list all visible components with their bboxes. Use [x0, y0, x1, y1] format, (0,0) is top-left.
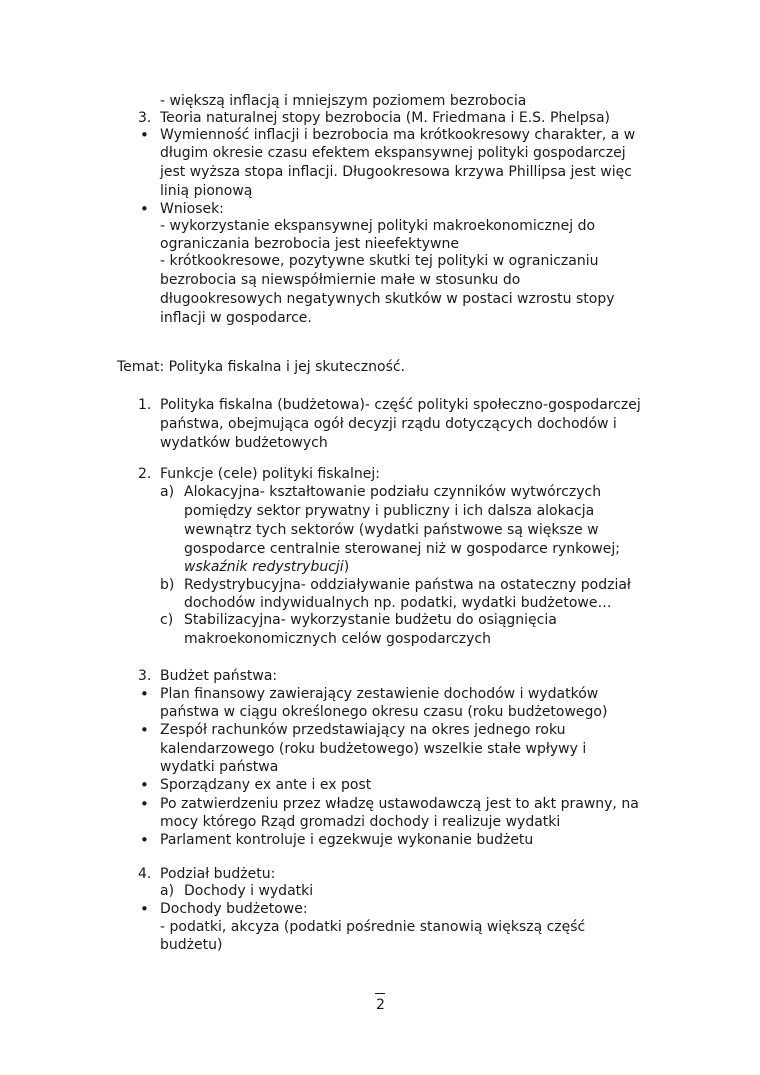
list-number: 4. — [138, 866, 152, 882]
paragraph-line: Redystrybucyjna- oddziaływanie państwa na ostateczny podział — [184, 577, 631, 593]
list-item-title: Podział budżetu: — [160, 866, 276, 882]
paragraph-line: inflacji w gospodarce. — [160, 310, 312, 326]
paragraph-line: Wniosek: — [160, 201, 224, 217]
page-number: 2 — [376, 997, 385, 1013]
bullet-icon: • — [140, 685, 149, 703]
paragraph-line: długookresowych negatywnych skutków w postaci wzrostu stopy — [160, 291, 615, 307]
continuation-line: - większą inflacją i mniejszym poziomem bezrobocia — [160, 93, 527, 109]
bullet-icon: • — [140, 776, 149, 794]
closing-paren: ) — [343, 559, 350, 575]
paragraph-line: państwa w ciągu określonego okresu czasu (roku budżetowego) — [160, 704, 608, 720]
topic-heading: Temat: Polityka fiskalna i jej skuteczność. — [117, 359, 406, 375]
list-item-text: Teoria naturalnej stopy bezrobocia (M. Friedmana i E.S. Phelpsa) — [160, 110, 610, 126]
paragraph-line: Parlament kontroluje i egzekwuje wykonanie budżetu — [160, 832, 534, 848]
list-number: 3. — [138, 110, 152, 126]
bullet-icon: • — [140, 721, 149, 739]
paragraph-line: ograniczania bezrobocia jest nieefektywne — [160, 236, 459, 252]
paragraph-line: dochodów indywidualnych np. podatki, wydatki budżetowe… — [184, 595, 612, 611]
paragraph-line: Stabilizacyjna- wykorzystanie budżetu do osiągnięcia — [184, 612, 557, 628]
paragraph-line: kalendarzowego (roku budżetowego) wszelkie stałe wpływy i — [160, 741, 587, 757]
paragraph-line: Dochody budżetowe: — [160, 901, 308, 917]
paragraph-line: Plan finansowy zawierający zestawienie dochodów i wydatków — [160, 686, 599, 702]
paragraph-line: Dochody i wydatki — [184, 883, 314, 899]
paragraph-line: wewnątrz tych sektorów (wydatki państwowe są większe w — [184, 522, 599, 538]
bullet-icon: • — [140, 200, 149, 218]
bullet-icon: • — [140, 126, 149, 144]
bullet-icon: • — [140, 795, 149, 813]
paragraph-line: Po zatwierdzeniu przez władzę ustawodawczą jest to akt prawny, na — [160, 796, 639, 812]
bullet-icon: • — [140, 831, 149, 849]
paragraph-line: państwa, obejmująca ogół decyzji rządu dotyczących dochodów i — [160, 416, 617, 432]
paragraph-line: budżetu) — [160, 937, 223, 953]
paragraph-line: Sporządzany ex ante i ex post — [160, 777, 372, 793]
list-number: 3. — [138, 668, 152, 684]
list-item-title: Funkcje (cele) polityki fiskalnej: — [160, 466, 380, 482]
page-number-rule — [375, 993, 385, 994]
list-number: 2. — [138, 466, 152, 482]
paragraph-line: mocy którego Rząd gromadzi dochody i realizuje wydatki — [160, 814, 561, 830]
paragraph-line: Zespół rachunków przedstawiający na okres jednego roku — [160, 722, 566, 738]
paragraph-line: linią pionową — [160, 183, 253, 199]
list-item-title: Budżet państwa: — [160, 668, 278, 684]
paragraph-line: makroekonomicznych celów gospodarczych — [184, 631, 491, 647]
paragraph-line: Polityka fiskalna (budżetowa)- część polityki społeczno-gospodarczej — [160, 397, 641, 413]
paragraph-line: długim okresie czasu efektem ekspansywnej polityki gospodarczej — [160, 145, 626, 161]
paragraph-line: jest wyższa stopa inflacji. Długookresowa krzywa Phillipsa jest więc — [160, 164, 632, 180]
sub-list-label: c) — [160, 612, 174, 628]
paragraph-line: wydatków budżetowych — [160, 435, 328, 451]
paragraph-line: wydatki państwa — [160, 759, 279, 775]
paragraph-line: Alokacyjna- kształtowanie podziału czynników wytwórczych — [184, 484, 602, 500]
bullet-icon: • — [140, 900, 149, 918]
paragraph-line: - podatki, akcyza (podatki pośrednie stanowią większą część — [160, 919, 586, 935]
sub-list-label: a) — [160, 883, 175, 899]
paragraph-line: - krótkookresowe, pozytywne skutki tej polityki w ograniczaniu — [160, 253, 599, 269]
paragraph-line: gospodarce centralnie sterowanej niż w gospodarce rynkowej; — [184, 541, 620, 557]
paragraph-line: bezrobocia są niewspółmiernie małe w stosunku do — [160, 272, 521, 288]
italic-term: wskaźnik redystrybucji — [184, 559, 344, 575]
paragraph-line — [184, 558, 349, 576]
list-number: 1. — [138, 397, 152, 413]
sub-list-label: b) — [160, 577, 175, 593]
sub-list-label: a) — [160, 484, 175, 500]
paragraph-line: pomiędzy sektor prywatny i publiczny i ich dalsza alokacja — [184, 503, 595, 519]
paragraph-line: Wymienność inflacji i bezrobocia ma krótkookresowy charakter, a w — [160, 127, 636, 143]
paragraph-line: - wykorzystanie ekspansywnej polityki makroekonomicznej do — [160, 218, 596, 234]
